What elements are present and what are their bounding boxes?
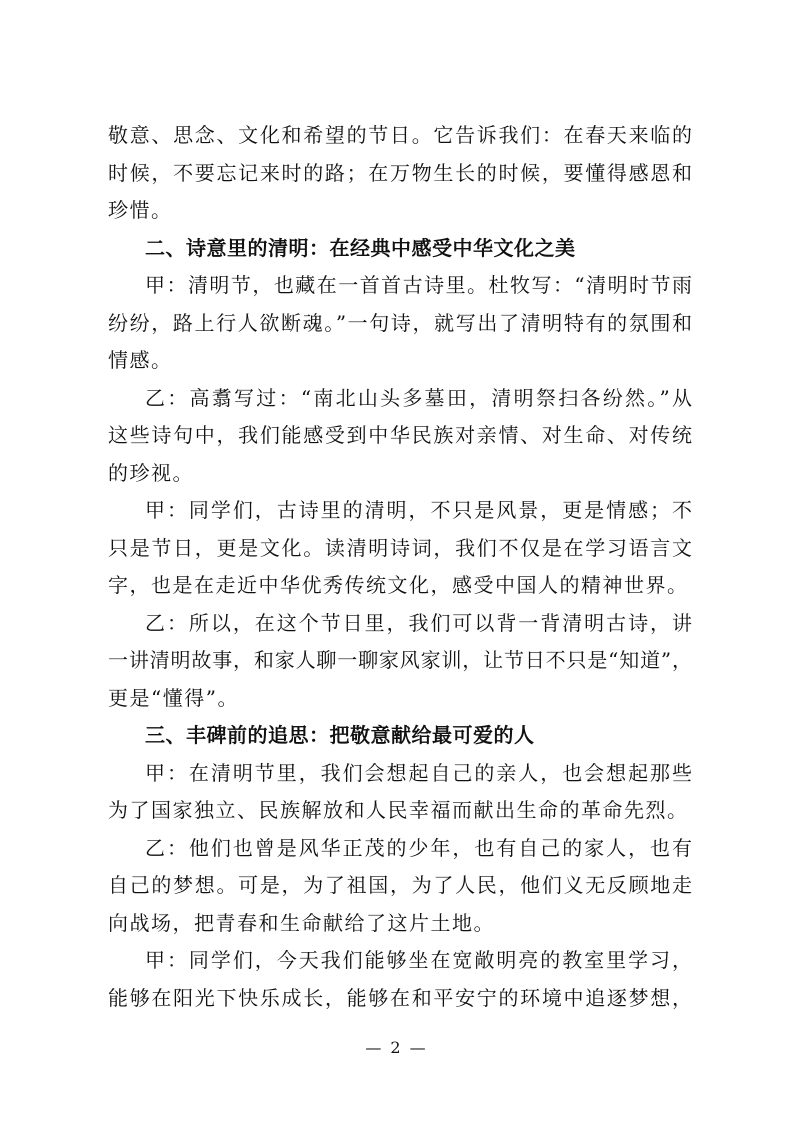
text-line: 乙：所以，在这个节日里，我们可以背一背清明古诗，讲 — [145, 610, 692, 635]
document-body — [108, 117, 692, 1017]
section-heading: 二、诗意里的清明：在经典中感受中华文化之美 — [145, 235, 576, 260]
paragraph — [108, 380, 692, 493]
text-line: 为了国家独立、民族解放和人民幸福而献出生命的革命先烈。 — [108, 798, 689, 822]
paragraph — [108, 830, 692, 943]
text-line: 甲：同学们，今天我们能够坐在宽敞明亮的教室里学习， — [145, 948, 692, 972]
page-number: — 2 — — [365, 1038, 428, 1057]
paragraph — [108, 755, 692, 830]
paragraph — [108, 267, 692, 380]
text-line: 一讲清明故事，和家人聊一聊家风家训，让节日不只是“知道”， — [108, 648, 692, 672]
text-line: 这些诗句中，我们能感受到中华民族对亲情、对生命、对传统 — [108, 423, 692, 447]
text-line: 甲：同学们，古诗里的清明，不只是风景，更是情感；不 — [145, 498, 692, 522]
paragraph — [108, 605, 692, 718]
paragraph — [108, 492, 692, 605]
text-line: 甲：在清明节里，我们会想起自己的亲人，也会想起那些 — [145, 760, 692, 785]
text-line: 的珍视。 — [108, 460, 194, 485]
text-line: 乙：他们也曾是风华正茂的少年，也有自己的家人，也有 — [145, 835, 692, 860]
text-line: 甲：清明节，也藏在一首首古诗里。杜牧写：“清明时节雨 — [145, 273, 692, 297]
text-line: 纷纷，路上行人欲断魂。”一句诗，就写出了清明特有的氛围和 — [108, 310, 692, 335]
text-line: 情感。 — [108, 348, 173, 372]
text-line: 更是“懂得”。 — [108, 685, 239, 710]
text-line: 向战场，把青春和生命献给了这片土地。 — [108, 910, 495, 935]
text-line: 自己的梦想。可是，为了祖国，为了人民，他们义无反顾地走 — [108, 873, 692, 897]
text-line: 珍惜。 — [108, 198, 173, 222]
text-line: 只是节日，更是文化。读清明诗词，我们不仅是在学习语言文 — [108, 535, 692, 560]
text-line: 字，也是在走近中华优秀传统文化，感受中国人的精神世界。 — [108, 573, 689, 597]
text-line: 乙：高翥写过：“南北山头多墓田，清明祭扫各纷然。”从 — [145, 385, 692, 410]
text-line: 敬意、思念、文化和希望的节日。它告诉我们：在春天来临的 — [108, 123, 692, 147]
text-line: 能够在阳光下快乐成长，能够在和平安宁的环境中追逐梦想， — [108, 985, 692, 1010]
paragraph — [108, 942, 692, 1017]
paragraph — [108, 117, 692, 230]
text-line: 时候，不要忘记来时的路；在万物生长的时候，要懂得感恩和 — [108, 160, 692, 185]
section-heading: 三、丰碑前的追思：把敬意献给最可爱的人 — [145, 723, 535, 747]
